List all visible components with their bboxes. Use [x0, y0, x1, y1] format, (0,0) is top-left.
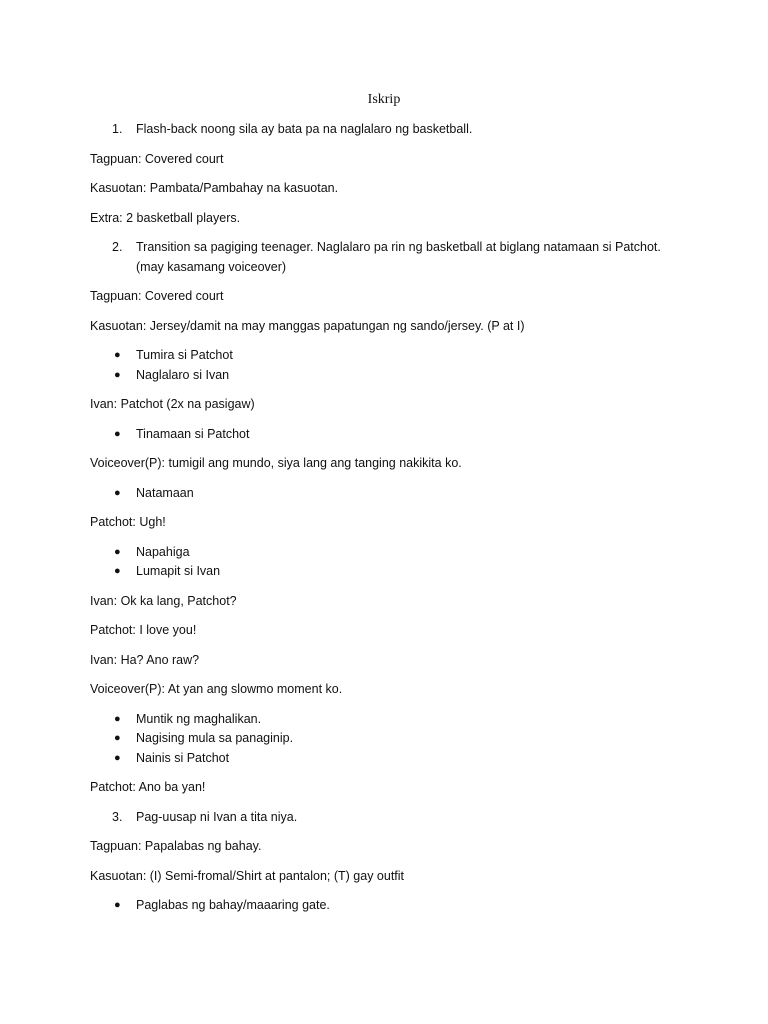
bullet-item: Lumapit si Ivan: [136, 564, 221, 578]
paragraph: Voiceover(P): At yan ang slowmo moment ko.: [90, 682, 343, 696]
bullet-icon: ●: [114, 486, 121, 499]
paragraph: Ivan: Ok ka lang, Patchot?: [90, 593, 237, 608]
bullet-icon: ●: [114, 565, 121, 577]
paragraph: Patchot: I love you!: [90, 623, 197, 637]
list-number: 3.: [112, 809, 123, 824]
bullet-item: Napahiga: [136, 544, 190, 559]
bullet-item: Natamaan: [136, 485, 194, 500]
paragraph: Extra: 2 basketball players.: [90, 210, 241, 225]
bullet-icon: ●: [114, 712, 121, 725]
bullet-item: Paglabas ng bahay/maaaring gate.: [136, 898, 330, 912]
paragraph: Kasuotan: Jersey/damit na may manggas papatungan ng sando/jersey. (P at I): [90, 318, 525, 333]
paragraph: Tagpuan: Covered court: [90, 289, 224, 303]
paragraph: Kasuotan: Pambata/Pambahay na kasuotan.: [90, 181, 339, 195]
bullet-item: Nagising mula sa panaginip.: [136, 731, 294, 745]
numbered-item-text: Flash-back noong sila ay bata pa na naglalaro ng basketball.: [136, 122, 473, 136]
bullet-item: Nainis si Patchot: [136, 750, 230, 765]
numbered-item-text: Pag-uusap ni Ivan a tita niya.: [136, 809, 298, 824]
list-number: 1.: [112, 122, 123, 136]
document-title: Iskrip: [367, 92, 401, 107]
paragraph: Ivan: Ha? Ano raw?: [90, 652, 200, 667]
paragraph: Voiceover(P): tumigil ang mundo, siya lang ang tanging nakikita ko.: [90, 456, 462, 470]
bullet-icon: ●: [114, 545, 121, 558]
paragraph: Kasuotan: (I) Semi-fromal/Shirt at pantalon; (T) gay outfit: [90, 868, 405, 883]
paragraph: Patchot: Ano ba yan!: [90, 780, 206, 794]
bullet-icon: ●: [114, 732, 121, 744]
numbered-item-text: Transition sa pagiging teenager. Naglalaro pa rin ng basketball at biglang natamaan si Patchot.: [136, 240, 661, 254]
bullet-icon: ●: [114, 899, 121, 911]
bullet-icon: ●: [114, 368, 121, 381]
paragraph: Tagpuan: Papalabas ng bahay.: [90, 839, 262, 853]
bullet-item: Muntik ng maghalikan.: [136, 711, 262, 726]
bullet-item: Tinamaan si Patchot: [136, 426, 250, 441]
list-number: 2.: [112, 240, 123, 254]
bullet-icon: ●: [114, 751, 121, 764]
paragraph: Ivan: Patchot (2x na pasigaw): [90, 397, 255, 411]
bullet-item: Tumira si Patchot: [136, 348, 233, 362]
bullet-icon: ●: [114, 427, 121, 440]
bullet-item: Naglalaro si Ivan: [136, 367, 230, 382]
bullet-icon: ●: [114, 349, 121, 361]
paragraph: Tagpuan: Covered court: [90, 151, 224, 166]
paragraph: Patchot: Ugh!: [90, 515, 166, 529]
numbered-item-text: (may kasamang voiceover): [136, 259, 287, 274]
